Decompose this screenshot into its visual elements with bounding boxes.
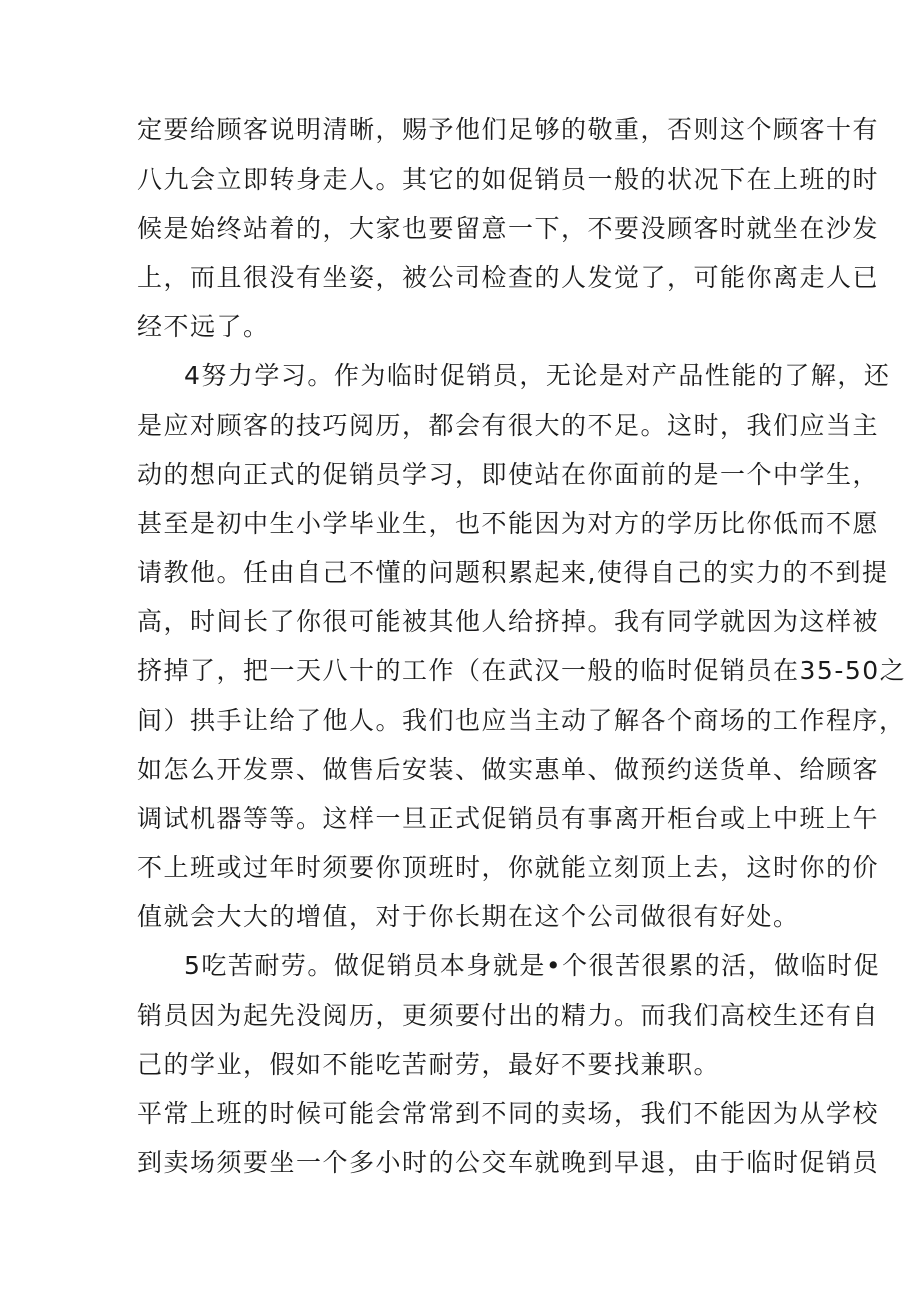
text-line: 如怎么开发票、做售后安装、做实惠单、做预约送货单、给顾客: [137, 755, 880, 784]
text-line: 值就会大大的增值，对于你长期在这个公司做很有好处。: [137, 902, 800, 931]
text-line: 上，而且很没有坐姿，被公司检查的人发觉了，可能你离走人已: [137, 263, 880, 292]
text-line: 八九会立即转身走人。其它的如促销员一般的状况下在上班的时: [137, 165, 880, 194]
text-line: 候是始终站着的，大家也要留意一下，不要没顾客时就坐在沙发: [137, 214, 880, 243]
text-line: 调试机器等等。这样一旦正式促销员有事离开柜台或上中班上午: [137, 804, 880, 833]
text-line: 是应对顾客的技巧阅历，都会有很大的不足。这时，我们应当主: [137, 411, 880, 440]
text-line: 平常上班的时候可能会常常到不同的卖场，我们不能因为从学校: [137, 1099, 880, 1128]
text-line: 间）拱手让给了他人。我们也应当主动了解各个商场的工作程序，: [137, 706, 906, 735]
text-line: 高，时间长了你很可能被其他人给挤掉。我有同学就因为这样被: [137, 607, 880, 636]
text-line: 4努力学习。作为临时促销员，无论是对产品性能的了解，还: [184, 361, 891, 390]
text-line: 甚至是初中生小学毕业生，也不能因为对方的学历比你低而不愿: [137, 509, 880, 538]
text-line: 销员因为起先没阅历，更须要付出的精力。而我们高校生还有自: [137, 1001, 880, 1030]
text-line: 经不远了。: [137, 312, 270, 341]
text-line: 不上班或过年时须要你顶班时，你就能立刻顶上去，这时你的价: [137, 853, 880, 882]
text-line: 请教他。任由自己不懂的问题积累起来,使得自己的实力的不到提: [137, 558, 889, 587]
text-line: 定要给顾客说明清晰，赐予他们足够的敬重，否则这个顾客十有: [137, 115, 880, 144]
text-line: 己的学业，假如不能吃苦耐劳，最好不要找兼职。: [137, 1050, 721, 1079]
text-line: 动的想向正式的促销员学习，即使站在你面前的是一个中学生，: [137, 460, 880, 489]
text-line: 到卖场须要坐一个多小时的公交车就晚到早退，由于临时促销员: [137, 1148, 880, 1177]
text-line: 5吃苦耐劳。做促销员本身就是•个很苦很累的活，做临时促: [184, 951, 881, 980]
text-line: 挤掉了，把一天八十的工作（在武汉一般的临时促销员在35-50之: [137, 656, 907, 685]
